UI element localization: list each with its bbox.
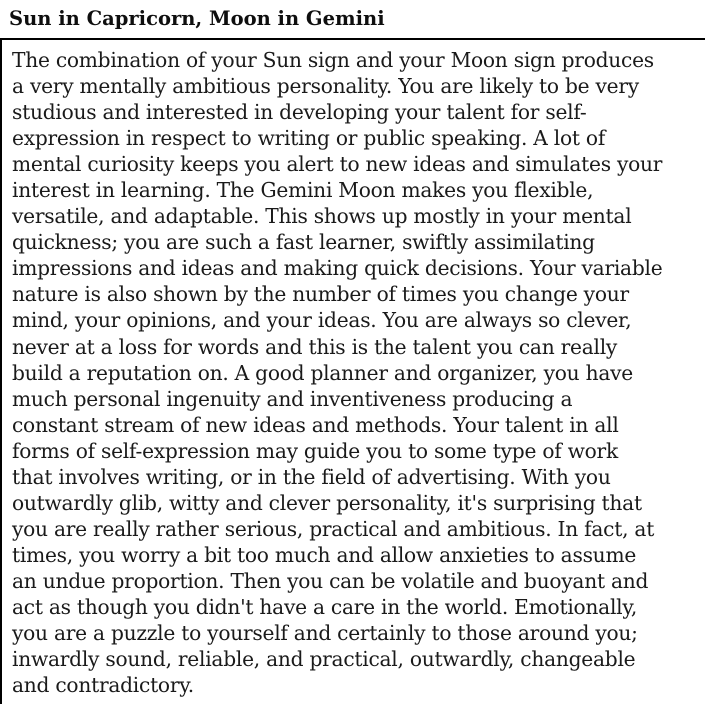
body-line: never at a loss for words and this is the talent you can really — [12, 334, 618, 359]
body-line: mental curiosity keeps you alert to new ideas and simulates your — [12, 152, 663, 177]
body-line: outwardly glib, witty and clever personality, it's surprising that — [12, 490, 642, 515]
page-title: Sun in Capricorn, Moon in Gemini — [9, 7, 385, 30]
body-line: you are really rather serious, practical and ambitious. In fact, at — [12, 516, 655, 541]
body-paragraph — [12, 47, 702, 698]
body-line: mind, your opinions, and your ideas. You are always so clever, — [12, 308, 632, 333]
body-line: quickness; you are such a fast learner, swiftly assimilating — [12, 230, 595, 255]
body-line: a very mentally ambitious personality. You are likely to be very — [12, 74, 639, 99]
body-line: The combination of your Sun sign and your Moon sign produces — [12, 48, 654, 72]
body-line: build a reputation on. A good planner and organizer, you have — [12, 360, 633, 385]
body-line: impressions and ideas and making quick decisions. Your variable — [12, 256, 663, 281]
body-line: that involves writing, or in the field of advertising. With you — [12, 464, 611, 489]
body-line: versatile, and adaptable. This shows up mostly in your mental — [12, 204, 632, 229]
body-line: and contradictory. — [12, 673, 194, 698]
body-line: you are a puzzle to yourself and certainly to those around you; — [12, 621, 638, 646]
body-line: expression in respect to writing or public speaking. A lot of — [12, 126, 606, 151]
body-line: act as though you didn't have a care in the world. Emotionally, — [12, 594, 638, 619]
body-line: an undue proportion. Then you can be volatile and buoyant and — [12, 568, 649, 593]
body-line: studious and interested in developing your talent for self- — [12, 100, 587, 125]
body-line: nature is also shown by the number of times you change your — [12, 282, 629, 307]
body-line: much personal ingenuity and inventiveness producing a — [12, 386, 573, 411]
body-line: constant stream of new ideas and methods. Your talent in all — [12, 412, 619, 437]
body-line: interest in learning. The Gemini Moon makes you flexible, — [12, 178, 594, 203]
content-panel — [0, 40, 705, 704]
title-bar — [0, 0, 705, 38]
body-line: forms of self-expression may guide you to some type of work — [12, 438, 618, 463]
body-line: times, you worry a bit too much and allow anxieties to assume — [12, 542, 637, 567]
body-line: inwardly sound, reliable, and practical, outwardly, changeable — [12, 647, 636, 672]
